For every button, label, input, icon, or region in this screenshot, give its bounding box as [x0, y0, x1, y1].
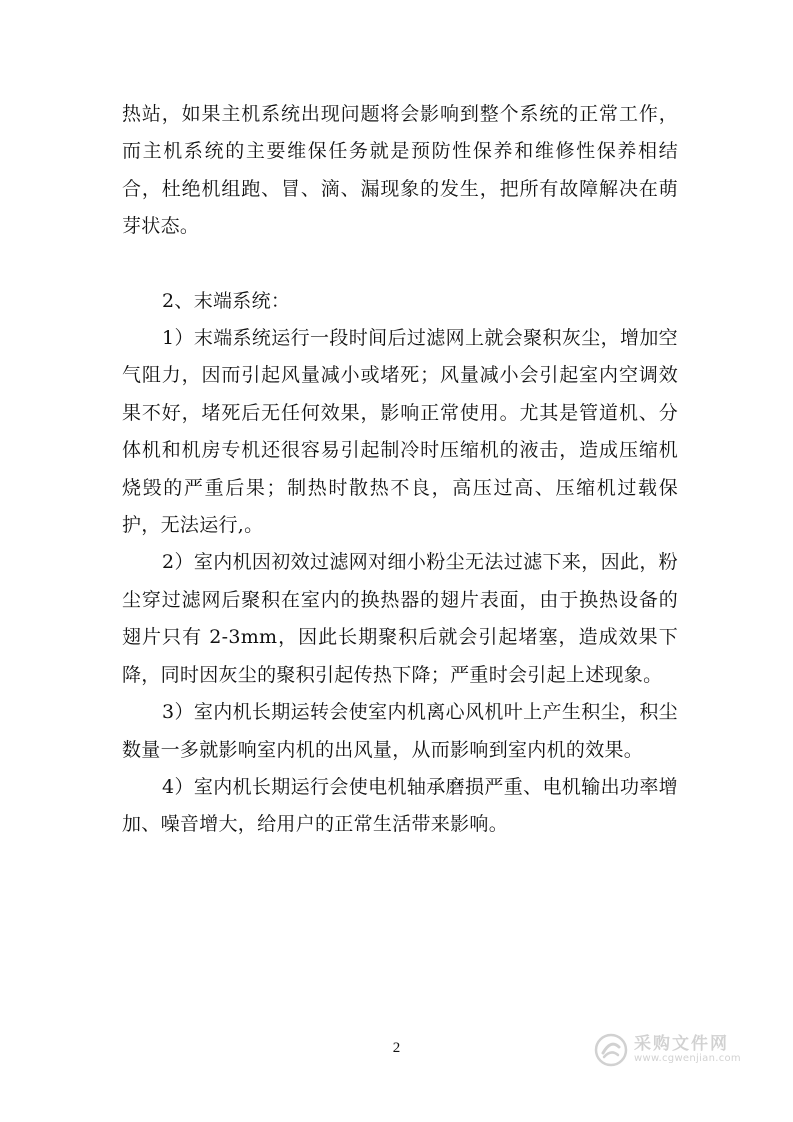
document-body — [122, 96, 678, 844]
watermark-title: 采购文件网 — [634, 1033, 729, 1054]
paragraph-item-2: 2）室内机因初效过滤网对细小粉尘无法过滤下来，因此，粉尘穿过滤网后聚积在室内的换热器的翅片表面，由于换热设备的翅片只有 2-3mm，因此长期聚积后就会引起堵塞，造成效果下降，同时因灰尘的聚积引起传热下降；严重时会引起上述现象。 — [122, 551, 678, 686]
watermark-text — [634, 1033, 741, 1064]
watermark-logo-icon — [594, 1033, 628, 1067]
section-heading: 2、末端系统： — [162, 289, 291, 312]
paragraph-item-3: 3）室内机长期运转会使室内机离心风机叶上产生积尘，积尘数量一多就影响室内机的出风量，从而影响到室内机的效果。 — [122, 701, 678, 761]
watermark — [594, 1030, 774, 1070]
paragraph-item-4: 4）室内机长期运行会使电机轴承磨损严重、电机输出功率增加、噪音增大，给用户的正常生活带来影响。 — [122, 775, 678, 836]
paragraph-gap — [122, 246, 678, 283]
paragraph-item-1: 1）末端系统运行一段时间后过滤网上就会聚积灰尘，增加空气阻力，因而引起风量减小或堵死；风量减小会引起室内空调效果不好，堵死后无任何效果，影响正常使用。尤其是管道机、分体机和机房专机还很容易引起制冷时压缩机的液击，造成压缩机烧毁的严重后果；制热时散热不良，高压过高、压缩机过载保护，无法运行,。 — [122, 327, 678, 537]
paragraph-continuation: 热站，如果主机系统出现问题将会影响到整个系统的正常工作，而主机系统的主要维保任务就是预防性保养和维修性保养相结合，杜绝机组跑、冒、滴、漏现象的发生，把所有故障解决在萌芽状态。 — [122, 103, 678, 238]
watermark-url: www.cgwenjian.com — [634, 1052, 741, 1064]
page-number: 2 — [392, 1040, 401, 1056]
